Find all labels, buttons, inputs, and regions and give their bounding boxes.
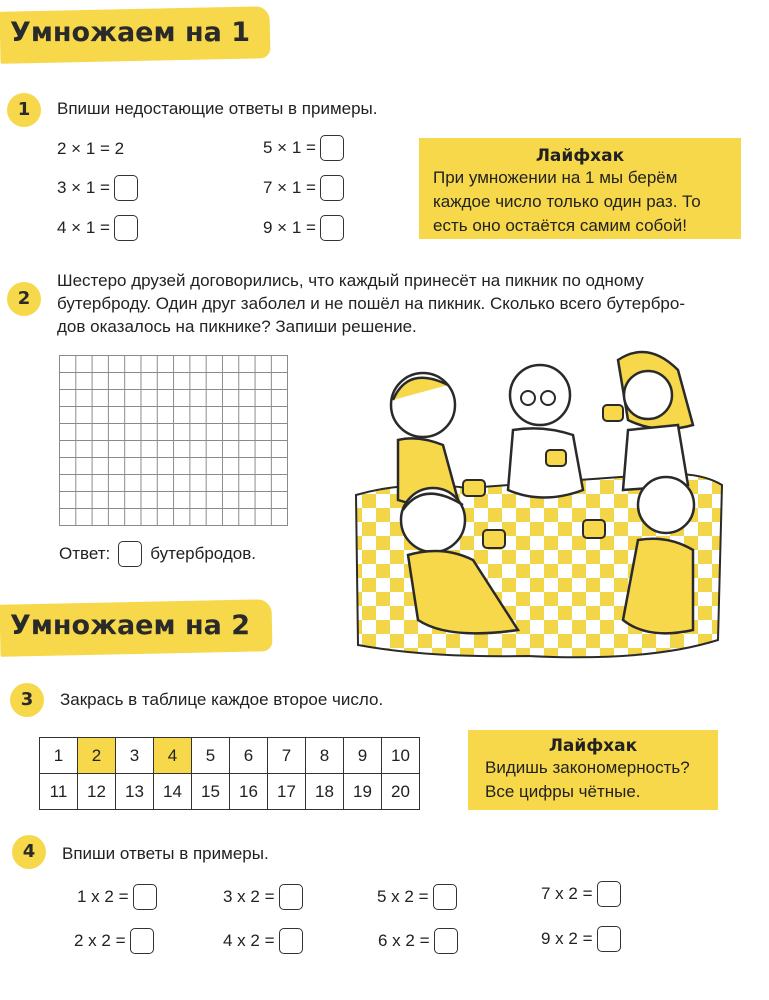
number-cell[interactable]: 13 [116, 774, 154, 810]
number-cell[interactable]: 11 [40, 774, 78, 810]
example-7x2: 7 x 2 = [541, 881, 621, 907]
example-2x2: 2 x 2 = [74, 928, 154, 954]
answer-box[interactable] [434, 928, 458, 954]
section1-title: Умножаем на 1 [10, 17, 251, 48]
example-4x2: 4 x 2 = [223, 928, 303, 954]
number-cell[interactable]: 19 [344, 774, 382, 810]
example-9x2: 9 x 2 = [541, 926, 621, 952]
answer-box[interactable] [118, 541, 142, 567]
example-5x1: 5 × 1 = [263, 135, 344, 161]
number-cell[interactable]: 5 [192, 738, 230, 774]
section2-title: Умножаем на 2 [10, 610, 251, 641]
answer-box[interactable] [114, 215, 138, 241]
task2-number: 2 [7, 282, 41, 316]
task3-number: 3 [10, 683, 44, 717]
example-9x1: 9 × 1 = [263, 215, 344, 241]
number-cell-shaded[interactable]: 4 [154, 738, 192, 774]
answer-box[interactable] [320, 215, 344, 241]
number-cell[interactable]: 6 [230, 738, 268, 774]
task3-instruction: Закрась в таблице каждое второе число. [60, 690, 384, 709]
tip-body: Видишь закономерность? Все цифры чётные. [485, 758, 690, 801]
task2-answer [59, 541, 256, 567]
tip-title: Лайфхак [535, 146, 625, 166]
number-cell[interactable]: 3 [116, 738, 154, 774]
answer-box[interactable] [597, 881, 621, 907]
number-cell[interactable]: 8 [306, 738, 344, 774]
solution-grid[interactable] [59, 355, 288, 526]
number-cell[interactable]: 12 [78, 774, 116, 810]
answer-box[interactable] [597, 926, 621, 952]
number-cell-shaded[interactable]: 2 [78, 738, 116, 774]
number-cell[interactable]: 15 [192, 774, 230, 810]
table-row [40, 774, 420, 810]
picnic-illustration [348, 340, 730, 665]
number-cell[interactable]: 17 [268, 774, 306, 810]
task2-text: Шестеро друзей договорились, что каждый принесёт на пикник по одному бутерброду. Один друг заболел и не пошёл на пикник. Сколько всего бутербро- дов оказалось на пикнике? Запиши решение. [57, 271, 686, 336]
answer-box[interactable] [279, 884, 303, 910]
answer-box[interactable] [133, 884, 157, 910]
answer-box[interactable] [114, 175, 138, 201]
number-cell[interactable]: 7 [268, 738, 306, 774]
number-cell[interactable]: 16 [230, 774, 268, 810]
example-5x2: 5 x 2 = [377, 884, 457, 910]
example-1x2: 1 x 2 = [77, 884, 157, 910]
answer-box[interactable] [279, 928, 303, 954]
example-6x2: 6 x 2 = [378, 928, 458, 954]
answer-box[interactable] [320, 135, 344, 161]
number-cell[interactable]: 10 [382, 738, 420, 774]
tip-body: При умножении на 1 мы берём каждое число только один раз. То есть оно остаётся самим собой! [433, 168, 701, 235]
example-2x1: 2 × 1 = 2 [57, 139, 125, 158]
answer-box[interactable] [320, 175, 344, 201]
lifehack-tip-1 [419, 138, 741, 239]
number-cell[interactable]: 9 [344, 738, 382, 774]
task1-instruction: Впиши недостающие ответы в примеры. [57, 99, 378, 118]
number-cell[interactable]: 18 [306, 774, 344, 810]
task4-number: 4 [12, 835, 46, 869]
answer-box[interactable] [130, 928, 154, 954]
answer-box[interactable] [433, 884, 457, 910]
example-3x2: 3 x 2 = [223, 884, 303, 910]
example-7x1: 7 × 1 = [263, 175, 344, 201]
numbers-table [39, 737, 420, 810]
answer-suffix: бутербродов. [150, 544, 257, 563]
number-cell[interactable]: 1 [40, 738, 78, 774]
lifehack-tip-2 [468, 730, 718, 810]
tip-title: Лайфхак [548, 736, 638, 756]
example-4x1: 4 × 1 = [57, 215, 138, 241]
task1-number: 1 [7, 93, 41, 127]
answer-label: Ответ: [59, 544, 111, 563]
number-cell[interactable]: 20 [382, 774, 420, 810]
table-row [40, 738, 420, 774]
example-3x1: 3 × 1 = [57, 175, 138, 201]
number-cell[interactable]: 14 [154, 774, 192, 810]
task4-instruction: Впиши ответы в примеры. [62, 844, 269, 863]
